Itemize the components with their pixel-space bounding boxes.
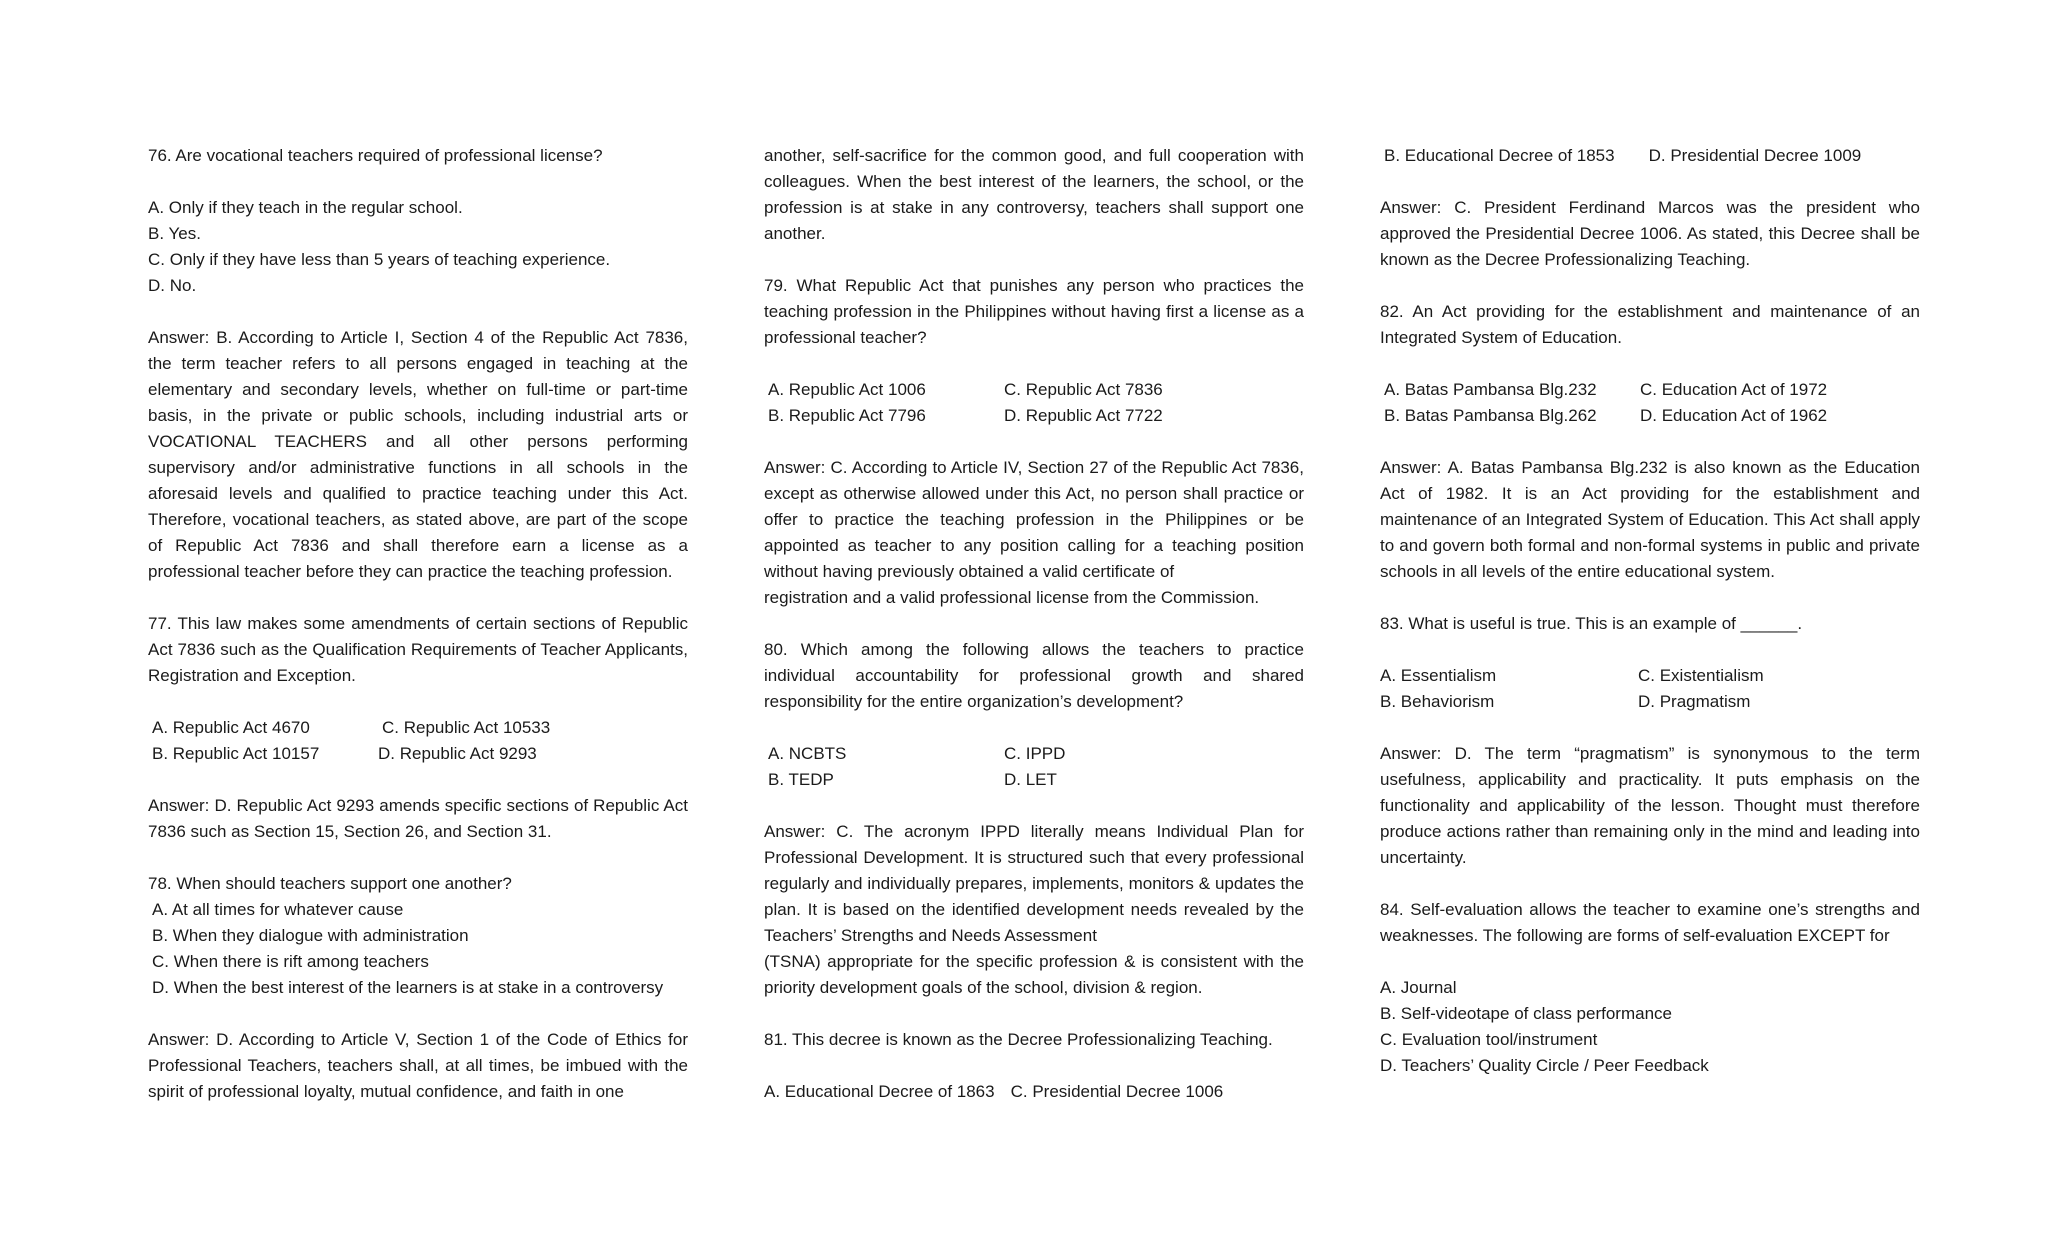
answer-text-tail: (TSNA) appropriate for the specific profession & is consistent with the priority development goals of the school, division & region.: [764, 952, 1304, 997]
option-a: A. Only if they teach in the regular school.: [148, 198, 463, 217]
options-row-2: [1380, 689, 1920, 715]
question-77: [148, 611, 688, 845]
answer-text: Answer: C. According to Article IV, Section 27 of the Republic Act 7836, except as otherwise allowed under this Act, no person shall practice or offer to practice the teaching profession in the Philippines or be appointed as teacher to any position calling for a teaching position without having previously obtained a valid certificate of: [764, 458, 1304, 581]
question-81-continued: [1380, 143, 1920, 273]
question-text: 76. Are vocational teachers required of professional license?: [148, 146, 603, 165]
question-81: [764, 1027, 1304, 1105]
option-b: B. Behaviorism: [1380, 692, 1495, 711]
column-3: [1380, 143, 1920, 1079]
option-b: B. Republic Act 7796: [768, 406, 926, 425]
option-b: B. Batas Pambansa Blg.262: [1384, 406, 1597, 425]
option-b: B. Republic Act 10157: [152, 744, 320, 763]
option-c: C. Evaluation tool/instrument: [1380, 1030, 1598, 1049]
question-84: [1380, 897, 1920, 1079]
answer-text: Answer: B. According to Article I, Section 4 of the Republic Act 7836, the term teacher refers to all persons engaged in teaching at the elementary and secondary levels, whether on full-time or part-time basis, in the private or public schools, including industrial arts or VOCATIONAL TEACHERS and all other persons performing supervisory and/or administrative functions in all schools in the aforesaid levels and qualified to practice teaching under this Act. Therefore, vocational teachers, as stated above, are part of the scope of Republic Act 7836 and shall therefore earn a license as a professional teacher before they can practice the teaching profession.: [148, 328, 688, 581]
option-b: B. TEDP: [768, 770, 834, 789]
question-text: 79. What Republic Act that punishes any person who practices the teaching profession in the Philippines without having first a license as a professional teacher?: [764, 276, 1304, 347]
option-c: C. Existentialism: [1638, 666, 1764, 685]
options-row-2: [148, 741, 688, 767]
question-83: [1380, 611, 1920, 871]
options-row-1: [764, 741, 1304, 767]
option-a: A. At all times for whatever cause: [152, 900, 404, 919]
option-c: C. Republic Act 10533: [382, 718, 551, 737]
options-row-2: [764, 767, 1304, 793]
question-text: 80. Which among the following allows the teachers to practice individual accountability for professional growth and shared responsibility for the entire organization’s development?: [764, 640, 1304, 711]
answer-text: Answer: D. According to Article V, Section 1 of the Code of Ethics for Professional Teachers, teachers shall, at all times, be imbued with the spirit of professional loyalty, mutual confidence, and faith in one: [148, 1030, 688, 1101]
column-1: [148, 143, 688, 1105]
answer-text: Answer: C. President Ferdinand Marcos was the president who approved the Presidential Decree 1006. As stated, this Decree shall be known as the Decree Professionalizing Teaching.: [1380, 198, 1920, 269]
question-82: [1380, 299, 1920, 585]
answer-text: Answer: C. The acronym IPPD literally means Individual Plan for Professional Development. It is structured such that every professional regularly and individually prepares, implements, monitors & updates the plan. It is based on the identified development needs revealed by the Teachers’ Strengths and Needs Assessment: [764, 822, 1304, 945]
question-text: 78. When should teachers support one another?: [148, 874, 512, 893]
options-row-1: [764, 377, 1304, 403]
option-c: C. Education Act of 1972: [1640, 380, 1828, 399]
option-c: C. When there is rift among teachers: [152, 952, 429, 971]
answer-text: Answer: A. Batas Pambansa Blg.232 is also known as the Education Act of 1982. It is an Act providing for the establishment and maintenance of an Integrated System of Education. This Act shall apply to and govern both formal and non-formal systems in public and private schools in all levels of the entire educational system.: [1380, 458, 1920, 581]
question-text: 83. What is useful is true. This is an example of ______.: [1380, 614, 1803, 633]
options-row-1: [764, 1079, 1304, 1105]
options-row-1: [1380, 663, 1920, 689]
option-d: D. LET: [1004, 770, 1057, 789]
option-a: A. Educational Decree of 1863: [764, 1082, 995, 1101]
question-text: 84. Self-evaluation allows the teacher to examine one’s strengths and weaknesses. The following are forms of self-evaluation EXCEPT for: [1380, 900, 1920, 945]
question-80: [764, 637, 1304, 1001]
option-a: A. NCBTS: [768, 744, 847, 763]
option-b: B. Educational Decree of 1853: [1384, 146, 1615, 165]
option-d: D. No.: [148, 276, 197, 295]
option-c: C. IPPD: [1004, 744, 1066, 763]
option-a: A. Journal: [1380, 978, 1457, 997]
option-a: A. Republic Act 4670: [152, 718, 310, 737]
question-text: 82. An Act providing for the establishment and maintenance of an Integrated System of Education.: [1380, 302, 1920, 347]
answer-text: Answer: D. The term “pragmatism” is synonymous to the term usefulness, applicability and practicality. It puts emphasis on the functionality and applicability of the lesson. Thought must therefore produce actions rather than remaining only in the mind and leading into uncertainty.: [1380, 744, 1920, 867]
option-d: D. Presidential Decree 1009: [1648, 146, 1862, 165]
question-text: 77. This law makes some amendments of certain sections of Republic Act 7836 such as the Qualification Requirements of Teacher Applicants, Registration and Exception.: [148, 614, 688, 685]
option-a: A. Republic Act 1006: [768, 380, 926, 399]
question-76: [148, 143, 688, 585]
question-text: 81. This decree is known as the Decree Professionalizing Teaching.: [764, 1030, 1273, 1049]
option-b: B. Yes.: [148, 224, 201, 243]
option-d: D. Republic Act 7722: [1004, 406, 1163, 425]
option-b: B. When they dialogue with administration: [152, 926, 469, 945]
option-d: D. Education Act of 1962: [1640, 406, 1828, 425]
option-d: D. Republic Act 9293: [378, 744, 537, 763]
option-a: A. Essentialism: [1380, 666, 1497, 685]
column-2: [764, 143, 1304, 1105]
option-c: C. Presidential Decree 1006: [1010, 1082, 1224, 1101]
options-row-2: [1380, 403, 1920, 429]
options-row-2: [1380, 143, 1920, 169]
options-row-2: [764, 403, 1304, 429]
question-78: [148, 871, 688, 1105]
option-a: A. Batas Pambansa Blg.232: [1384, 380, 1597, 399]
option-c: C. Republic Act 7836: [1004, 380, 1163, 399]
options-row-1: [1380, 377, 1920, 403]
option-b: B. Self-videotape of class performance: [1380, 1004, 1672, 1023]
answer-text-tail: registration and a valid professional license from the Commission.: [764, 588, 1260, 607]
option-d: D. Teachers’ Quality Circle / Peer Feedback: [1380, 1056, 1709, 1075]
option-d: D. When the best interest of the learners is at stake in a controversy: [152, 978, 664, 997]
option-d: D. Pragmatism: [1638, 692, 1751, 711]
options-row-1: [148, 715, 688, 741]
option-c: C. Only if they have less than 5 years of teaching experience.: [148, 250, 611, 269]
question-79: [764, 273, 1304, 611]
answer-continuation: another, self-sacrifice for the common good, and full cooperation with colleagues. When the best interest of the learners, the school, or the profession is at stake in any controversy, teachers shall support one another.: [764, 146, 1304, 243]
answer-text: Answer: D. Republic Act 9293 amends specific sections of Republic Act 7836 such as Section 15, Section 26, and Section 31.: [148, 796, 688, 841]
